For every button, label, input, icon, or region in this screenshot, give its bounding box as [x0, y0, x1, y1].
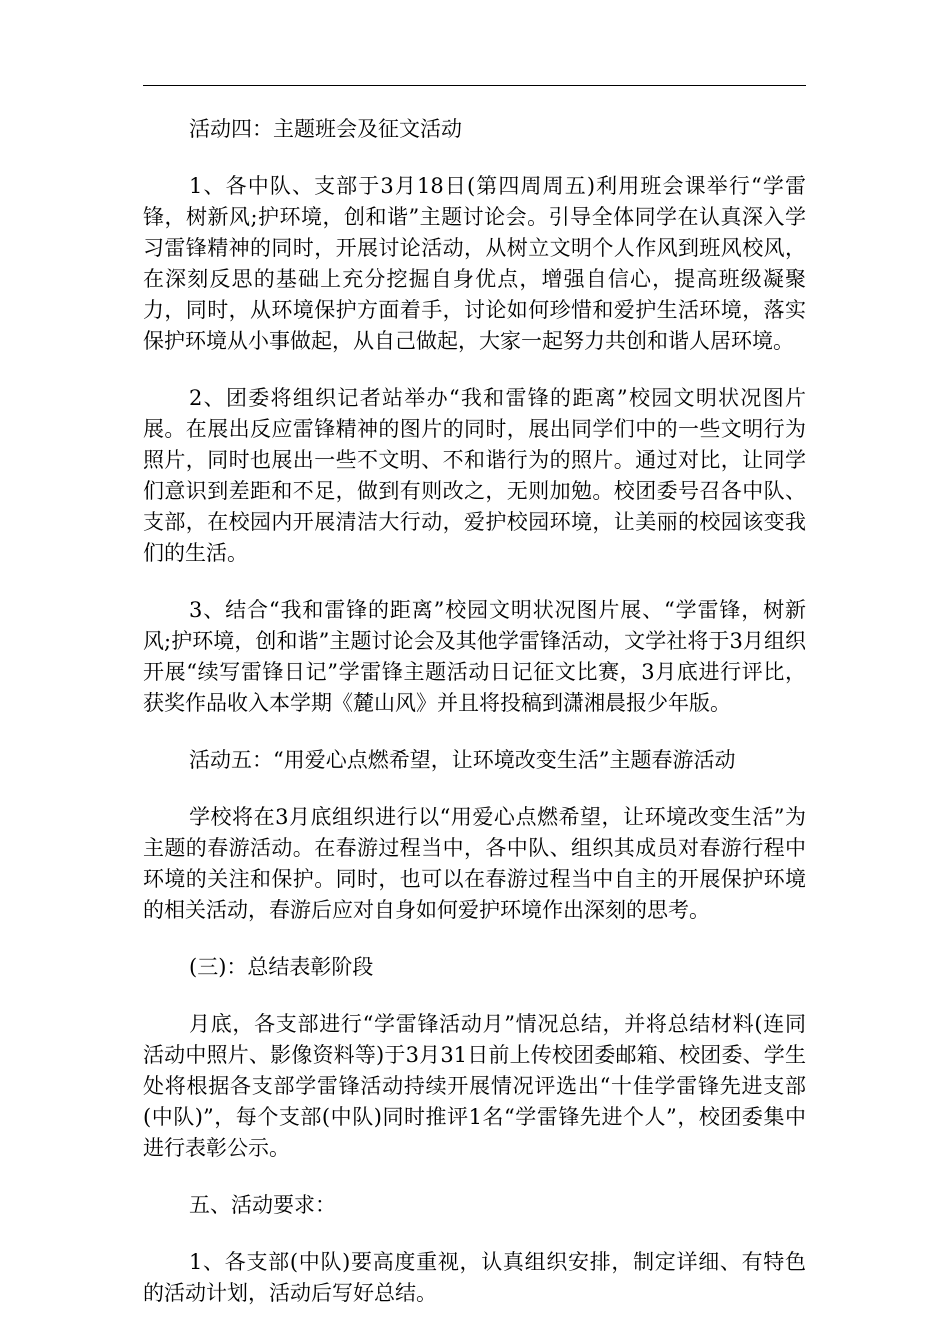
- paragraph-requirement-1: 1、各支部(中队)要高度重视，认真组织安排，制定详细、有特色的活动计划，活动后写好总结。: [143, 1250, 806, 1305]
- header-rule: [143, 85, 806, 86]
- section-heading-requirements: 五、活动要求：: [189, 1193, 336, 1217]
- paragraph-summary-commendation: 月底，各支部进行“学雷锋活动月”情况总结，并将总结材料(连同活动中照片、影像资料等)于3月31日前上传校团委邮箱、校团委、学生处将根据各支部学雷锋活动持续开展情况评选出“十佳学雷锋先进支部(中队)”，每个支部(中队)同时推评1名“学雷锋先进个人”，校团委集中进行表彰公示。: [143, 1012, 806, 1160]
- section-heading-summary-stage: (三)：总结表彰阶段: [189, 955, 374, 979]
- paragraph-activity-four-item-2: 2、团委将组织记者站举办“我和雷锋的距离”校园文明状况图片展。在展出反应雷锋精神的图片的同时，展出同学们中的一些文明行为照片，同时也展出一些不文明、不和谐行为的照片。通过对比，让同学们意识到差距和不足，做到有则改之，无则加勉。校团委号召各中队、支部，在校园内开展清洁大行动，爱护校园环境，让美丽的校园该变我们的生活。: [143, 386, 806, 565]
- paragraph-activity-four-item-1: 1、各中队、支部于3月18日(第四周周五)利用班会课举行“学雷锋，树新风;护环境，创和谐”主题讨论会。引导全体同学在认真深入学习雷锋精神的同时，开展讨论活动，从树立文明个人作风到班风校风，在深刻反思的基础上充分挖掘自身优点，增强自信心，提高班级凝聚力，同时，从环境保护方面着手，讨论如何珍惜和爱护生活环境，落实保护环境从小事做起，从自己做起，大家一起努力共创和谐人居环境。: [143, 174, 806, 353]
- paragraph-spring-outing: 学校将在3月底组织进行以“用爱心点燃希望，让环境改变生活”为主题的春游活动。在春游过程当中，各中队、组织其成员对春游行程中环境的关注和保护。同时，也可以在春游过程当中自主的开展保护环境的相关活动，春游后应对自身如何爱护环境作出深刻的思考。: [143, 805, 806, 922]
- paragraph-activity-four-item-3: 3、结合“我和雷锋的距离”校园文明状况图片展、“学雷锋，树新风;护环境，创和谐”主题讨论会及其他学雷锋活动，文学社将于3月组织开展“续写雷锋日记”学雷锋主题活动日记征文比赛，3月底进行评比，获奖作品收入本学期《麓山风》并且将投稿到潇湘晨报少年版。: [143, 598, 806, 715]
- section-heading-activity-five: 活动五：“用爱心点燃希望，让环境改变生活”主题春游活动: [189, 748, 736, 772]
- document-body: [143, 114, 806, 1335]
- section-heading-activity-four: 活动四：主题班会及征文活动: [189, 117, 462, 141]
